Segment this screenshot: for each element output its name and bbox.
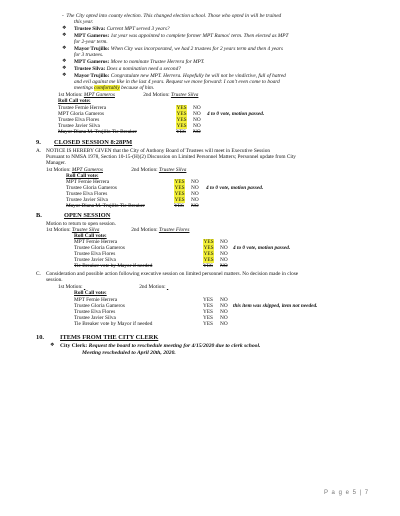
vote-no: NO — [193, 123, 201, 129]
section-title: OPEN SESSION — [64, 212, 111, 219]
vote-no: NO — [220, 309, 228, 315]
diamond-bullet-icon: ❖ — [62, 33, 67, 38]
bullet-line: Trustee Silva: Does a nomination need a second? — [74, 66, 181, 72]
vote-no: NO — [220, 245, 228, 251]
bullet-line: for 3 trustees. — [74, 52, 104, 58]
highlighted-word: comfortably — [94, 85, 120, 91]
vote-yes: YES — [176, 117, 187, 123]
motion-line: 1st Motion: MPT Gameros 2nd Motion: Trustee Silva — [58, 92, 199, 98]
bullet-line: Mayor Trujillo: Congratulate new MPT. Herrera. Hopefully he will not be vindictive, full of hatred — [74, 73, 286, 79]
vote-name: Trustee Gloria Gameros — [74, 303, 125, 309]
diamond-bullet-icon: ❖ — [62, 73, 67, 78]
vote-no: NO — [191, 197, 199, 203]
bullet-line: MPT Gameros: Move to nominate Trustee Herrera for MPT. — [74, 59, 205, 65]
vote-yes: YES — [203, 303, 214, 309]
vote-no: NO — [191, 185, 199, 191]
vote-yes: YES — [174, 185, 185, 191]
vote-yes: YES — [203, 257, 214, 263]
bullet-line: meetings comfortably because of him. — [74, 85, 155, 91]
vote-no: NO — [191, 179, 199, 185]
vote-no: NO — [220, 263, 228, 269]
section-number: 9. — [36, 139, 41, 146]
vote-yes: YES — [176, 105, 187, 111]
vote-result-note: this item was skipped, item not needed. — [233, 303, 318, 309]
roll-call-heading: Roll Call vote: — [66, 173, 99, 179]
vote-yes: YES — [203, 239, 214, 245]
vote-result-note: 4 to 0 vote, motion passed. — [207, 111, 265, 117]
vote-yes: YES — [203, 251, 214, 257]
vote-name: Trustee Elva Flores — [74, 309, 116, 315]
vote-yes: YES — [203, 263, 214, 269]
vote-name: Mayor Diana M. Trujillo Tie Breaker — [58, 129, 137, 135]
item-text: session. — [46, 277, 63, 283]
vote-no: NO — [220, 297, 228, 303]
section-number: 10. — [36, 334, 44, 341]
roll-call-heading: Roll Call vote: — [58, 98, 91, 104]
vote-yes: YES — [176, 129, 187, 135]
bullet-line: and evil against me like in the last 4 years. Request we move forward: I can't even come to board — [74, 79, 280, 85]
vote-name: MPT Gloria Gameros — [58, 111, 105, 117]
page-number: P a g e 5 | 7 — [324, 490, 370, 496]
vote-yes: YES — [176, 111, 187, 117]
vote-name: Trustee Javier Silva — [66, 197, 108, 203]
diamond-bullet-icon: ❖ — [62, 26, 67, 31]
vote-yes: YES — [176, 123, 187, 129]
motion-text: Motion to return to open session. — [46, 221, 117, 227]
vote-name: Tie Breaker vote by Mayor if needed — [74, 263, 153, 269]
vote-name: Trustee Gloria Gameros — [74, 245, 125, 251]
vote-name: Trustee Elva Flores — [74, 251, 116, 257]
clerk-request: City Clerk: Request the board to reschedule meeting for 4/15/2020 due to clerk school. — [60, 343, 261, 349]
diamond-bullet-icon: ❖ — [62, 59, 67, 64]
section-title: CLOSED SESSION 8:28PM — [54, 139, 133, 146]
vote-name: Mayor Diana M. Trujillo Tie Breaker — [66, 203, 145, 209]
vote-yes: YES — [203, 245, 214, 251]
vote-yes: YES — [174, 203, 185, 209]
item-text: Consideration and possible action following executive session on limited personnel matters. No decision made in close — [46, 271, 299, 277]
item-letter: B. — [36, 212, 42, 219]
notice-text: Manager. — [46, 160, 66, 166]
vote-yes: YES — [203, 315, 214, 321]
reschedule-note: Meeting rescheduled to April 20th, 2020. — [82, 350, 176, 356]
vote-no: NO — [220, 251, 228, 257]
vote-no: NO — [191, 203, 199, 209]
vote-no: NO — [220, 239, 228, 245]
vote-no: NO — [220, 315, 228, 321]
vote-no: NO — [193, 129, 201, 135]
vote-no: NO — [220, 257, 228, 263]
vote-name: MPT Fernie Herrera — [66, 179, 110, 185]
motion-line: 1st Motion: MPT Gameros 2nd Motion: Trustee Silva — [46, 167, 187, 173]
vote-no: NO — [220, 303, 228, 309]
note-line: this year. — [74, 19, 94, 25]
roll-call-heading: Roll Call vote: — [74, 290, 107, 296]
vote-name: Trustee Gloria Gameros — [66, 185, 117, 191]
diamond-bullet-icon: ❖ — [62, 46, 67, 51]
bullet-line: Mayor Trujillo: When City was incorporated, we had 2 trustees for 2 years term and then 4 years — [74, 46, 283, 52]
roll-call-heading: Roll Call vote: — [74, 233, 107, 239]
vote-yes: YES — [174, 191, 185, 197]
vote-yes: YES — [203, 297, 214, 303]
vote-name: Tie Breaker vote by Mayor if needed — [74, 321, 153, 327]
section-title: ITEMS FROM THE CITY CLERK — [60, 334, 159, 341]
bullet-line: MPT Gameros: 1st year was appointed to complete former MPT Ramos' term. Then elected as MPT — [74, 33, 289, 39]
item-letter: C. — [36, 271, 41, 277]
motion-line: 1st Motion: Trustee Silva 2nd Motion: Trustee Flores — [46, 227, 190, 233]
note-line: - The City opted into county election. This changed election school. Those who opted in will be trained — [62, 13, 282, 19]
vote-name: Trustee Javier Silva — [74, 257, 116, 263]
vote-name: Trustee Javier Silva — [74, 315, 116, 321]
vote-name: MPT Fernie Herrera — [74, 239, 118, 245]
diamond-bullet-icon: ❖ — [50, 343, 55, 348]
diamond-bullet-icon: ❖ — [62, 66, 67, 71]
vote-no: NO — [193, 105, 201, 111]
notice-text: NOTICE IS HEREBY GIVEN that the City of Anthony Board of Trustees will meet in Executive Session — [46, 148, 271, 154]
bullet-line: Trustee Silva: Current MPT served 3 years? — [74, 26, 170, 32]
vote-yes: YES — [174, 179, 185, 185]
vote-name: MPT Fernie Herrera — [74, 297, 118, 303]
vote-yes: YES — [203, 309, 214, 315]
vote-no: NO — [220, 321, 228, 327]
vote-no: NO — [193, 111, 201, 117]
motion-line: 1st Motion: 2nd Motion: — [58, 284, 166, 290]
vote-name: Trustee Elva Flores — [66, 191, 108, 197]
vote-no: NO — [193, 117, 201, 123]
vote-no: NO — [191, 191, 199, 197]
vote-yes: YES — [203, 321, 214, 327]
vote-result-note: 4 to 0 vote, motion passed. — [233, 245, 291, 251]
notice-text: Pursuant to NMSA 1978, Section 10-15-(H)(2) Discussion on Limited Personnel Matters; Personnel update from City — [46, 154, 296, 160]
bullet-line: for 2-year term. — [74, 39, 108, 45]
vote-yes: YES — [174, 197, 185, 203]
vote-name: Trustee Elva Flores — [58, 117, 100, 123]
vote-result-note: 4 to 0 vote, motion passed. — [206, 185, 264, 191]
vote-name: Trustee Fernie Herrera — [58, 105, 107, 111]
item-letter: A. — [36, 148, 42, 154]
vote-name: Trustee Javier Silva — [58, 123, 100, 129]
